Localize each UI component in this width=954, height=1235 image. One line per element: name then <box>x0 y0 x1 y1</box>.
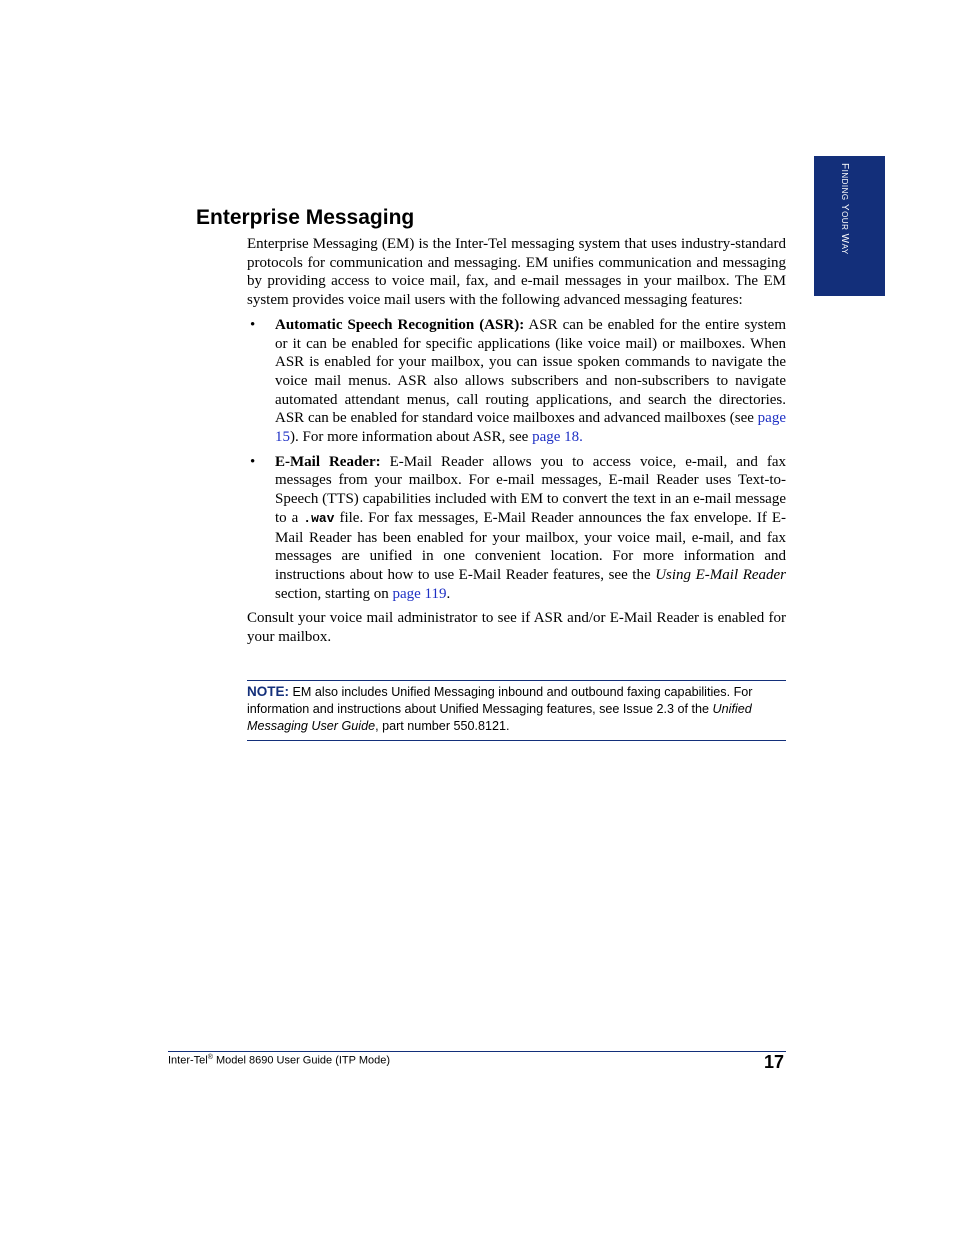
link-page-119[interactable]: page 119 <box>392 585 447 602</box>
term-email-reader: E-Mail Reader: <box>275 453 381 470</box>
bullet-icon: • <box>250 316 256 333</box>
footer-title: Inter-Tel® Model 8690 User Guide (ITP Mode) <box>168 1054 391 1067</box>
intro-paragraph: Enterprise Messaging (EM) is the Inter-Tel messaging system that uses industry-standard protocols for communication and messaging. EM unifies communication and messaging by providing access to voice mail, fax, and e-mail messages in your mailbox. The EM system provides voice mail users with the following advanced messaging features: <box>247 236 786 309</box>
footer-divider <box>168 1051 786 1052</box>
note-box: NOTE: EM also includes Unified Messaging inbound and outbound faxing capabilities. For information and instructions about Unified Messaging features, see Issue 2.3 of the Unified Messaging User Guide, part number 550.8121. <box>247 680 786 741</box>
section-heading: Enterprise Messaging <box>196 206 415 229</box>
consult-paragraph: Consult your voice mail administrator to see if ASR and/or E-Mail Reader is enabled for your mailbox. <box>247 610 786 646</box>
bullet-icon: • <box>250 453 256 470</box>
feature-list <box>247 316 786 604</box>
code-wav: .wav <box>303 510 335 526</box>
link-page-15[interactable]: page 15 <box>275 410 786 446</box>
note-label: NOTE: <box>247 684 289 699</box>
list-item-email-reader: • E-Mail Reader: E-Mail Reader allows you to access voice, e-mail, and fax messages from your mailbox. For e-mail messages, E-mail Reader uses Text-to-Speech (TTS) capabilities included with EM to convert the text in an e-mail message to a .wav file. For fax messages, E-Mail Reader announces the fax envelope. If E-Mail Reader has been enabled for your mailbox, your voice mail, e-mail, and fax messages are unified in one convenient location. For more information and instructions about how to use E-Mail Reader features, see the Using E-Mail Reader section, starting on page 119. <box>250 453 787 602</box>
term-asr: Automatic Speech Recognition (ASR): <box>275 316 525 333</box>
section-tab-label: FINDING YOUR WAY <box>839 163 850 255</box>
page-number: 17 <box>763 1052 784 1072</box>
list-item-asr: • Automatic Speech Recognition (ASR): ASR can be enabled for the entire system or it can be enabled for specific applications (like voice mail) or mailboxes. When ASR is enabled for your mailbox, you can issue spoken commands to navigate the voice mail menus. ASR also allows subscribers and non-subscribers to navigate automated attendant menus, call routing applications, and search the directories. ASR can be enabled for standard voice mailboxes and advanced mailboxes (see page 15). For more information about ASR, see page 18. <box>250 316 786 446</box>
body-content <box>247 235 786 647</box>
link-page-18[interactable]: page 18. <box>532 429 583 446</box>
